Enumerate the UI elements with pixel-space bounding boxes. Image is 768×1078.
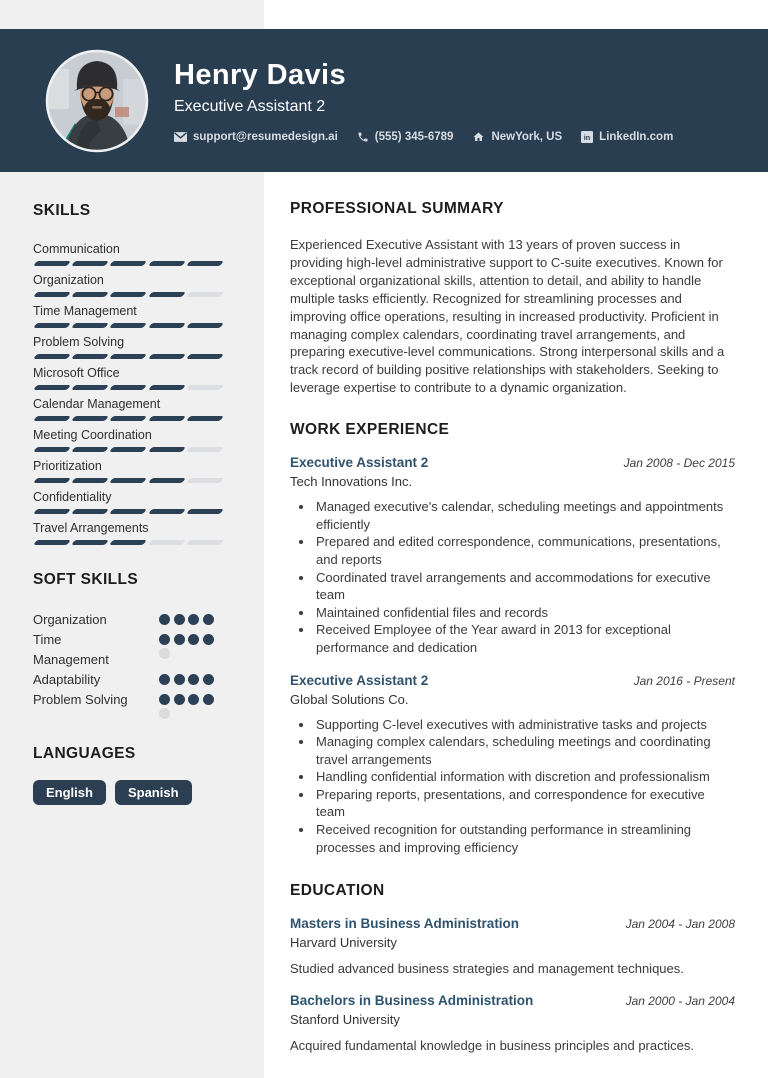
- skill-level-bar: [33, 540, 224, 545]
- contact-text: NewYork, US: [491, 130, 563, 143]
- skill-level-bar: [33, 323, 224, 328]
- job-title-text: Executive Assistant 2: [290, 672, 429, 688]
- skill-level-segment: [186, 354, 224, 359]
- rating-dot-filled: [188, 674, 199, 685]
- skill-label: Confidentiality: [33, 490, 112, 504]
- skill-label: Calendar Management: [33, 397, 161, 411]
- skill-level-segment: [148, 292, 186, 297]
- education-dates: Jan 2000 - Jan 2004: [625, 994, 735, 1009]
- skill-item: [33, 458, 224, 483]
- education-description: Studied advanced business strategies and management techniques.: [290, 961, 684, 977]
- soft-skills-section: [33, 571, 224, 719]
- skill-level-segment: [148, 509, 186, 514]
- location-icon: [472, 131, 485, 143]
- skill-level-bar: [33, 509, 224, 514]
- skill-level-segment: [186, 323, 224, 328]
- job-dates: Jan 2016 - Present: [633, 673, 735, 688]
- skill-level-segment: [148, 416, 186, 421]
- skill-level-segment: [71, 509, 109, 514]
- skill-label: Communication: [33, 242, 120, 256]
- contact-item: [472, 131, 562, 143]
- skill-level-bar: [33, 385, 224, 390]
- skill-level-segment: [33, 509, 71, 514]
- rating-dot-filled: [174, 614, 185, 625]
- contact-text: LinkedIn.com: [599, 130, 674, 143]
- job-dates: Jan 2008 - Dec 2015: [623, 456, 735, 471]
- skill-level-bar: [33, 478, 224, 483]
- skill-level-segment: [186, 478, 224, 483]
- skill-level-segment: [186, 509, 224, 514]
- rating-dot-filled: [174, 634, 185, 645]
- sidebar: [0, 172, 264, 1078]
- skill-level-segment: [71, 323, 109, 328]
- skill-level-segment: [109, 261, 147, 266]
- skill-item: [33, 520, 224, 545]
- skill-level-segment: [186, 416, 224, 421]
- skill-level-segment: [71, 540, 109, 545]
- rating-dot-empty: [159, 648, 170, 659]
- skill-item: [33, 272, 224, 297]
- education-entry-header: [290, 916, 735, 932]
- education-entry: [290, 993, 735, 1054]
- skill-level-segment: [148, 540, 186, 545]
- skill-level-segment: [33, 323, 71, 328]
- profile-photo: [45, 49, 149, 153]
- soft-skill-row: [33, 690, 224, 719]
- soft-skill-row: [33, 630, 224, 670]
- language-pills: [33, 780, 224, 805]
- skills-section-title: SKILLS: [33, 202, 91, 219]
- rating-dot-filled: [188, 614, 199, 625]
- skill-level-segment: [148, 323, 186, 328]
- skill-level-segment: [186, 540, 224, 545]
- soft-skill-label: Organization: [33, 612, 107, 627]
- skill-level-segment: [109, 385, 147, 390]
- skill-item: [33, 396, 224, 421]
- skill-level-segment: [109, 354, 147, 359]
- skill-level-segment: [186, 292, 224, 297]
- skill-level-segment: [186, 447, 224, 452]
- rating-dot-filled: [159, 674, 170, 685]
- school-name: Harvard University: [290, 935, 397, 951]
- contact-item: [581, 131, 673, 143]
- education-dates: Jan 2004 - Jan 2008: [625, 917, 735, 932]
- contact-text: support@resumedesign.ai: [193, 130, 338, 143]
- soft-skills-list: [33, 610, 224, 719]
- job-company: Global Solutions Co.: [290, 691, 409, 707]
- soft-skill-row: [33, 610, 224, 630]
- school-name: Stanford University: [290, 1012, 400, 1028]
- skill-level-segment: [33, 447, 71, 452]
- rating-dot-filled: [203, 634, 214, 645]
- skill-label: Travel Arrangements: [33, 521, 149, 535]
- job-entry: [290, 673, 735, 857]
- jobs-list: [290, 455, 735, 856]
- phone-icon: [357, 131, 369, 143]
- skill-label: Problem Solving: [33, 335, 125, 349]
- skill-item: [33, 427, 224, 452]
- main-column: [264, 172, 768, 1078]
- skill-item: [33, 489, 224, 514]
- skill-label: Organization: [33, 273, 104, 287]
- skill-item: [33, 334, 224, 359]
- skill-level-bar: [33, 447, 224, 452]
- skill-level-bar: [33, 292, 224, 297]
- soft-skill-dots: [159, 630, 215, 670]
- rating-dot-filled: [174, 694, 185, 705]
- languages-section: [33, 745, 224, 805]
- summary-text: Experienced Executive Assistant with 13 years of proven success in providing high-level administrative support to C-suite executives. Known for exceptional organizational skills, attention to detail, and ability to handle multiple tasks efficiently. Recognized for streamlining processes and improving office operations, resulting in increased productivity. Proficient in managing complex calendars, coordinating travel arrangements, and preparing executive-level communications. Strong interpersonal skills and a track record of building positive relationships with stakeholders. Seeking to leverage expertise to contribute to a dynamic organization.: [290, 237, 725, 396]
- skill-level-segment: [148, 478, 186, 483]
- job-entry: [290, 455, 735, 656]
- skill-label: Prioritization: [33, 459, 102, 473]
- rating-dot-filled: [159, 614, 170, 625]
- job-entry-header: [290, 455, 735, 471]
- skill-label: Microsoft Office: [33, 366, 120, 380]
- experience-section-title: WORK EXPERIENCE: [290, 421, 450, 439]
- education-description: Acquired fundamental knowledge in business principles and practices.: [290, 1038, 694, 1054]
- skill-level-segment: [71, 385, 109, 390]
- rating-dot-filled: [188, 694, 199, 705]
- summary-section-title: PROFESSIONAL SUMMARY: [290, 200, 504, 217]
- education-section-title: EDUCATION: [290, 882, 385, 900]
- skill-level-bar: [33, 416, 224, 421]
- soft-skill-label: Problem Solving: [33, 692, 128, 707]
- job-bullets: [290, 498, 735, 656]
- skill-label: Meeting Coordination: [33, 428, 152, 442]
- rating-dot-filled: [159, 694, 170, 705]
- skill-label: Time Management: [33, 304, 137, 318]
- skill-level-segment: [109, 416, 147, 421]
- skill-level-segment: [33, 354, 71, 359]
- degree-title: Bachelors in Business Administration: [290, 993, 534, 1009]
- skill-level-segment: [71, 447, 109, 452]
- skill-level-segment: [109, 447, 147, 452]
- job-bullet: • Maintained confidential files and records: [314, 604, 735, 622]
- skill-level-segment: [71, 292, 109, 297]
- job-bullet: • Supporting C-level executives with administrative tasks and projects: [314, 716, 735, 734]
- skill-level-segment: [109, 323, 147, 328]
- email-icon: [174, 132, 187, 142]
- job-bullet: • Received Employee of the Year award in 2013 for exceptional performance and dedication: [314, 621, 735, 656]
- skill-level-segment: [33, 292, 71, 297]
- skill-level-segment: [71, 416, 109, 421]
- skill-level-segment: [148, 261, 186, 266]
- person-job-title: Executive Assistant 2: [174, 97, 326, 115]
- skill-level-segment: [109, 509, 147, 514]
- rating-dot-filled: [159, 634, 170, 645]
- language-pill: Spanish: [115, 780, 192, 805]
- skills-list: [33, 241, 224, 545]
- skill-level-segment: [33, 416, 71, 421]
- skill-level-segment: [33, 540, 71, 545]
- skill-level-segment: [71, 261, 109, 266]
- skill-level-segment: [33, 261, 71, 266]
- soft-skill-label: Time Management: [33, 632, 109, 667]
- skill-item: [33, 365, 224, 390]
- svg-text:in: in: [583, 132, 591, 142]
- skill-item: [33, 303, 224, 328]
- skill-level-segment: [148, 447, 186, 452]
- job-bullet: • Coordinated travel arrangements and accommodations for executive team: [314, 569, 735, 604]
- contact-text: (555) 345-6789: [374, 130, 454, 143]
- rating-dot-filled: [203, 694, 214, 705]
- job-title-text: Executive Assistant 2: [290, 455, 429, 471]
- resume-header: [0, 29, 768, 172]
- skill-level-bar: [33, 354, 224, 359]
- degree-title: Masters in Business Administration: [290, 916, 520, 932]
- soft-skill-row: [33, 670, 224, 690]
- rating-dot-filled: [188, 634, 199, 645]
- experience-section: [290, 421, 735, 856]
- contact-item: [174, 131, 338, 143]
- language-pill: English: [33, 780, 106, 805]
- skill-level-segment: [109, 292, 147, 297]
- education-entry-header: [290, 993, 735, 1009]
- person-name: Henry Davis: [174, 58, 347, 91]
- skill-level-segment: [71, 354, 109, 359]
- skill-level-segment: [71, 478, 109, 483]
- soft-skill-dots: [159, 690, 215, 719]
- skill-level-segment: [109, 540, 147, 545]
- rating-dot-filled: [174, 674, 185, 685]
- skill-item: [33, 241, 224, 266]
- rating-dot-empty: [159, 708, 170, 719]
- job-company: Tech Innovations Inc.: [290, 474, 413, 490]
- soft-skill-dots: [159, 610, 215, 630]
- skill-level-segment: [186, 385, 224, 390]
- job-bullets: [290, 716, 735, 857]
- job-entry-header: [290, 673, 735, 689]
- contact-item: [357, 131, 454, 143]
- resume-body: [0, 172, 768, 1078]
- languages-section-title: LANGUAGES: [33, 745, 136, 762]
- skill-level-segment: [33, 478, 71, 483]
- soft-skills-section-title: SOFT SKILLS: [33, 571, 139, 588]
- job-bullet: • Handling confidential information with discretion and professionalism: [314, 768, 735, 786]
- skill-level-segment: [109, 478, 147, 483]
- skill-level-segment: [186, 261, 224, 266]
- job-bullet: • Managing complex calendars, scheduling meetings and coordinating travel arrangements: [314, 733, 735, 768]
- job-bullet: • Managed executive's calendar, scheduling meetings and appointments efficiently: [314, 498, 735, 533]
- job-bullet: • Received recognition for outstanding performance in streamlining processes and improving efficiency: [314, 821, 735, 856]
- linkedin-icon: [581, 131, 593, 143]
- skill-level-segment: [148, 385, 186, 390]
- rating-dot-filled: [203, 674, 214, 685]
- education-list: [290, 916, 735, 1054]
- contact-row: [174, 131, 673, 143]
- rating-dot-filled: [203, 614, 214, 625]
- job-bullet: • Prepared and edited correspondence, communications, presentations, and reports: [314, 533, 735, 568]
- skill-level-segment: [148, 354, 186, 359]
- education-entry: [290, 916, 735, 977]
- skill-level-bar: [33, 261, 224, 266]
- soft-skill-dots: [159, 670, 215, 690]
- job-bullet: • Preparing reports, presentations, and correspondence for executive team: [314, 786, 735, 821]
- soft-skill-label: Adaptability: [33, 672, 101, 687]
- skill-level-segment: [33, 385, 71, 390]
- education-section: [290, 882, 735, 1054]
